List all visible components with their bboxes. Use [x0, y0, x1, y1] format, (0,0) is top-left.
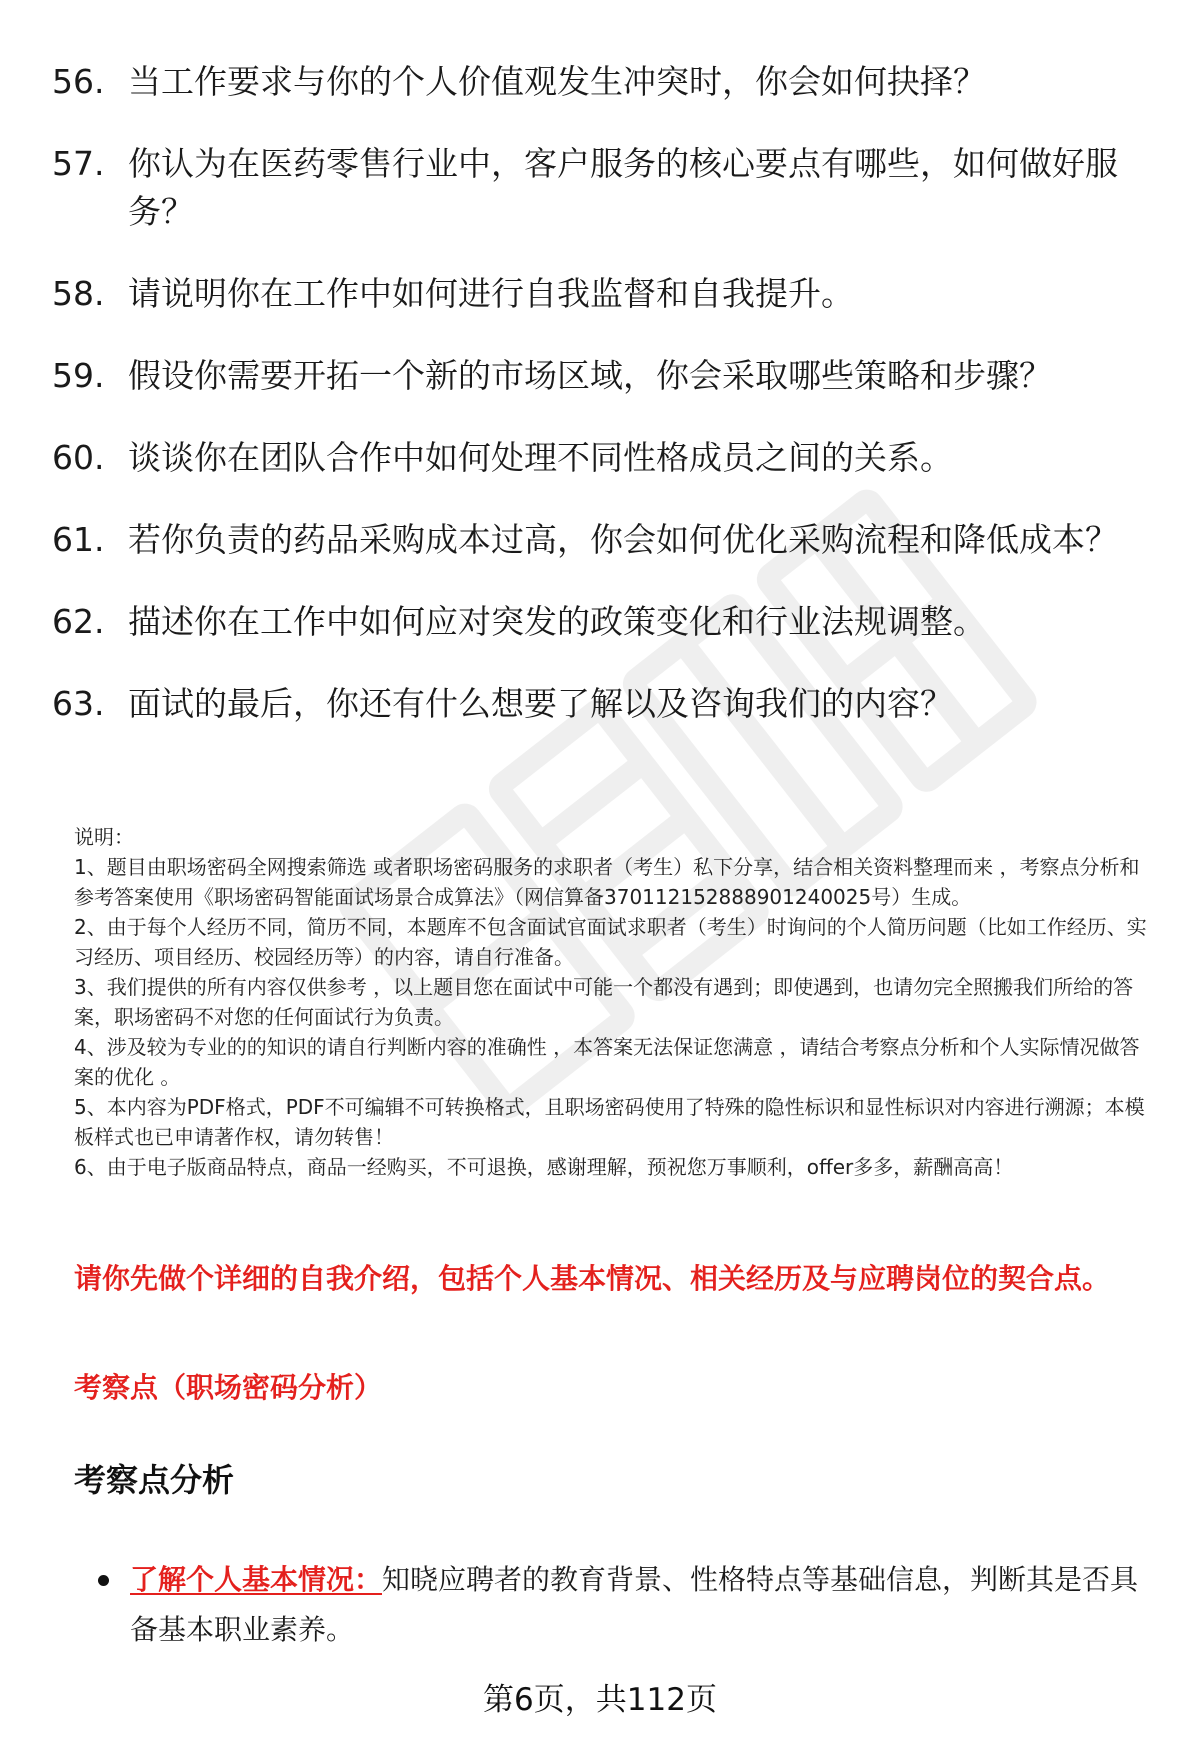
question-item	[52, 434, 1152, 482]
question-item	[52, 140, 1152, 236]
question-text: 当工作要求与你的个人价值观发生冲突时，你会如何抉择？	[128, 62, 986, 101]
assessment-point-label: 考察点（职场密码分析）	[74, 1371, 383, 1404]
notes-item: 2、由于每个人经历不同，简历不同，本题库不包含面试官面试求职者（考生）时询问的个人简历问题（比如工作经历、实习经历、项目经历、校园经历等）的内容，请自行准备。	[74, 915, 1147, 969]
question-number: 58.	[52, 274, 105, 313]
question-number: 61.	[52, 520, 105, 559]
notes-item: 1、题目由职场密码全网搜索筛选 或者职场密码服务的求职者（考生）私下分享，结合相关资料整理而来 ，考察点分析和参考答案使用《职场密码智能面试场景合成算法》（网信算备370112152888901240025号）生成。	[74, 855, 1140, 909]
question-number: 60.	[52, 438, 105, 477]
notes-item: 4、涉及较为专业的的知识的请自行判断内容的准确性 ，本答案无法保证您满意 ，请结合考察点分析和个人实际情况做答案的优化 。	[74, 1035, 1140, 1089]
bullet-dot-icon	[96, 1555, 130, 1655]
interview-question-heading: 请你先做个详细的自我介绍，包括个人基本情况、相关经历及与应聘岗位的契合点。	[74, 1262, 1111, 1295]
question-number: 62.	[52, 602, 105, 641]
section-title: 考察点分析	[74, 1461, 235, 1499]
question-number: 59.	[52, 356, 105, 395]
question-item	[52, 352, 1152, 400]
question-text: 面试的最后，你还有什么想要了解以及咨询我们的内容？	[128, 684, 953, 723]
bullet-body	[130, 1555, 1156, 1655]
question-list	[52, 58, 1152, 762]
notes-item: 6、由于电子版商品特点，商品一经购买，不可退换，感谢理解，预祝您万事顺利，offer多多，薪酬高高！	[74, 1155, 1014, 1179]
question-text: 描述你在工作中如何应对突发的政策变化和行业法规调整。	[128, 602, 986, 641]
notes-item: 3、我们提供的所有内容仅供参考 ，以上题目您在面试中可能一个都没有遇到；即使遇到，也请勿完全照搬我们所给的答案，职场密码不对您的任何面试行为负责。	[74, 975, 1134, 1029]
question-text: 谈谈你在团队合作中如何处理不同性格成员之间的关系。	[128, 438, 953, 477]
question-text: 若你负责的药品采购成本过高，你会如何优化采购流程和降低成本？	[128, 520, 1118, 559]
question-text: 请说明你在工作中如何进行自我监督和自我提升。	[128, 274, 854, 313]
question-number: 63.	[52, 684, 105, 723]
question-item	[52, 680, 1152, 728]
page-footer: 第6页，共112页	[483, 1682, 717, 1718]
bullet-key-phrase: 了解个人基本情况：	[130, 1563, 383, 1596]
question-text: 你认为在医药零售行业中，客户服务的核心要点有哪些，如何做好服务？	[128, 144, 1118, 231]
question-number: 57.	[52, 144, 105, 183]
analysis-bullet-item	[96, 1555, 1156, 1655]
analysis-bullet-list	[96, 1555, 1156, 1655]
notes-title: 说明：	[74, 825, 134, 849]
question-item	[52, 58, 1152, 106]
question-item	[52, 598, 1152, 646]
bullet-text: 知晓应聘者的教育背景、性格特点等基础信息，判断其是否具备基本职业素养。	[130, 1563, 1139, 1646]
notes-item: 5、本内容为PDF格式，PDF不可编辑不可转换格式，且职场密码使用了特殊的隐性标识和显性标识对内容进行溯源；本模板样式也已申请著作权，请勿转售！	[74, 1095, 1145, 1149]
question-number: 56.	[52, 62, 105, 101]
question-text: 假设你需要开拓一个新的市场区域，你会采取哪些策略和步骤？	[128, 356, 1052, 395]
question-item	[52, 516, 1152, 564]
notes-section	[74, 822, 1154, 1182]
question-item	[52, 270, 1152, 318]
